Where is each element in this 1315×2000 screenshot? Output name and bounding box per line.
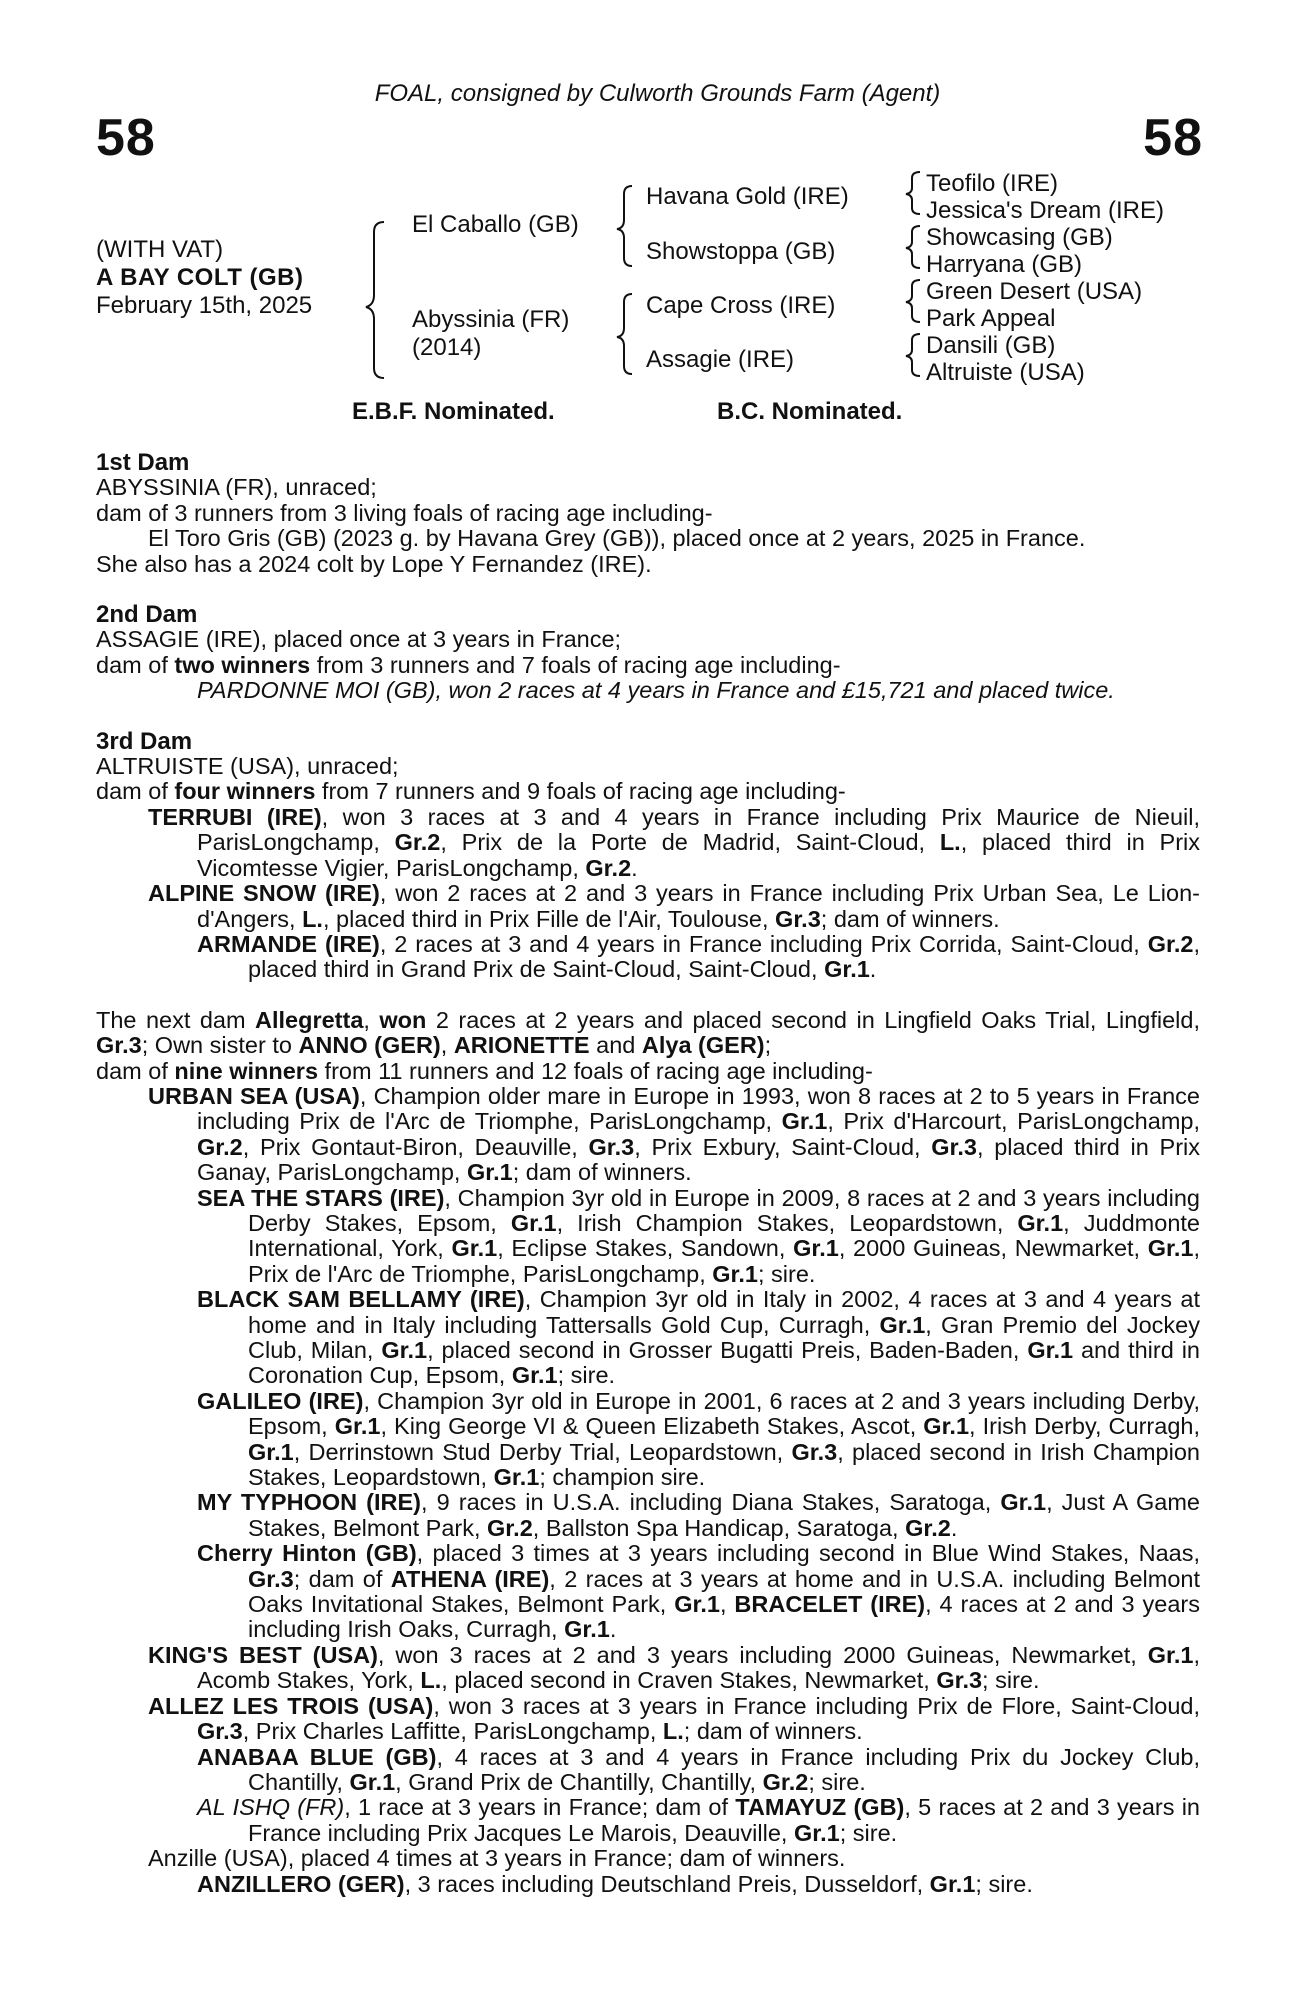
anzillero-entry: ANZILLERO (GER), 3 races including Deutschland Preis, Dusseldorf, Gr.1; sire. bbox=[197, 1870, 1033, 1897]
consignment-line: FOAL, consigned by Culworth Grounds Farm (Agent) bbox=[374, 80, 941, 107]
pedigree-sds: Showcasing (GB) bbox=[926, 224, 1113, 251]
pedigree-dam-dam: Assagie (IRE) bbox=[646, 346, 795, 373]
horse-name: A BAY COLT (GB) bbox=[96, 264, 304, 291]
second-dam-line: ASSAGIE (IRE), placed once at 3 years in France; bbox=[96, 626, 622, 653]
first-dam-heading: 1st Dam bbox=[96, 449, 190, 476]
pardonne-moi-entry: PARDONNE MOI (GB), won 2 races at 4 years in France and £15,721 and placed twice. bbox=[197, 677, 1115, 704]
allez-les-trois-entry: ALLEZ LES TROIS (USA), won 3 races at 3 years in France including Prix de Flore, Saint-Cloud, Gr.3, Prix Charles Laffitte, ParisLongchamp, L.; dam of winners. bbox=[148, 1692, 1201, 1745]
urban-sea-entry: URBAN SEA (USA), Champion older mare in Europe in 1993, won 8 races at 2 to 5 years in France including Prix de l'Arc de Triomphe, ParisLongchamp, Gr.1, Prix d'Harcourt, ParisLongchamp, Gr.2, Prix Gontaut-Biron, Deauville, Gr.3, Prix Exbury, Saint-Cloud, Gr.3, placed third in Prix Ganay, ParisLongchamp, Gr.1; dam of winners. bbox=[148, 1082, 1200, 1186]
sea-the-stars-entry: SEA THE STARS (IRE), Champion 3yr old in Europe in 2009, 8 races at 2 and 3 years including Derby Stakes, Epsom, Gr.1, Irish Champion Stakes, Leopardstown, Gr.1, Juddmonte International, York, Gr.1, Eclipse Stakes, Sandown, Gr.1, 2000 Guineas, Newmarket, Gr.1, Prix de l'Arc de Triomphe, ParisLongchamp, Gr.1; sire. bbox=[197, 1184, 1201, 1287]
pedigree-sire: El Caballo (GB) bbox=[412, 211, 579, 238]
third-dam-line: ALTRUISTE (USA), unraced; bbox=[96, 753, 399, 780]
alpine-snow-entry: ALPINE SNOW (IRE), won 2 races at 2 and 3 years in France including Prix Urban Sea, Le Lion-d'Angers, L., placed third in Prix Fille de l'Air, Toulouse, Gr.3; dam of winners. bbox=[148, 880, 1200, 932]
kings-best-entry: KING'S BEST (USA), won 3 races at 2 and 3 years including 2000 Guineas, Newmarket, Gr.1, Acomb Stakes, York, L., placed second in Craven Stakes, Newmarket, Gr.3; sire. bbox=[148, 1641, 1200, 1694]
third-dam-heading: 3rd Dam bbox=[96, 727, 193, 755]
pedigree-dsd: Park Appeal bbox=[926, 305, 1056, 332]
cherry-hinton-entry: Cherry Hinton (GB), placed 3 times at 3 years including second in Blue Wind Stakes, Naas, Gr.3; dam of ATHENA (IRE), 2 races at 3 years at home and in U.S.A. including Belmont Oaks Invitational Stakes, Belmont Park, Gr.1, BRACELET (IRE), 4 races at 2 and 3 years including Irish Oaks, Curragh, Gr.1. bbox=[197, 1540, 1200, 1643]
first-dam-note: She also has a 2024 colt by Lope Y Fernandez (IRE). bbox=[96, 550, 652, 577]
family-text bbox=[96, 450, 1200, 1897]
anabaa-blue-entry: ANABAA BLUE (GB), 4 races at 3 and 4 years in France including Prix du Jockey Club, Chantilly, Gr.1, Grand Prix de Chantilly, Chantilly, Gr.2; sire. bbox=[197, 1743, 1200, 1795]
pedigree-dam: Abyssinia (FR) bbox=[412, 306, 570, 333]
pedigree-dds: Dansili (GB) bbox=[926, 332, 1056, 359]
horse-dob: February 15th, 2025 bbox=[96, 292, 313, 319]
lot-number-right: 58 bbox=[1143, 109, 1203, 167]
second-dam-heading: 2nd Dam bbox=[96, 601, 198, 629]
first-dam-line: ABYSSINIA (FR), unraced; bbox=[96, 474, 377, 501]
first-dam-produce: dam of 3 runners from 3 living foals of racing age including- bbox=[96, 499, 713, 526]
pedigree-sire-dam: Showstoppa (GB) bbox=[646, 238, 836, 265]
galileo-entry: GALILEO (IRE), Champion 3yr old in Europe in 2001, 6 races at 2 and 3 years including Derby, Epsom, Gr.1, King George VI & Queen Elizabeth Stakes, Ascot, Gr.1, Irish Derby, Curragh, Gr.1, Derrinstown Stud Derby Trial, Leopardstown, Gr.3, placed second in Irish Champion Stakes, Leopardstown, Gr.1; champion sire. bbox=[197, 1387, 1200, 1491]
pedigree-sire-sire: Havana Gold (IRE) bbox=[646, 183, 849, 210]
vat-label: (WITH VAT) bbox=[96, 236, 224, 263]
pedigree-sdd: Harryana (GB) bbox=[926, 251, 1083, 278]
first-dam-foal: El Toro Gris (GB) (2023 g. by Havana Grey (GB)), placed once at 2 years, 2025 in France. bbox=[148, 525, 1086, 552]
ebf-nominated: E.B.F. Nominated. bbox=[352, 398, 555, 425]
third-dam-produce: dam of four winners from 7 runners and 9 foals of racing age including- bbox=[96, 778, 846, 805]
bc-nominated: B.C. Nominated. bbox=[717, 398, 903, 425]
pedigree-ssd: Jessica's Dream (IRE) bbox=[926, 197, 1164, 224]
pedigree-sss: Teofilo (IRE) bbox=[926, 170, 1059, 197]
next-dam-produce: dam of nine winners from 11 runners and 12 foals of racing age including- bbox=[96, 1057, 873, 1084]
my-typhoon-entry: MY TYPHOON (IRE), 9 races in U.S.A. including Diana Stakes, Saratoga, Gr.1, Just A Game Stakes, Belmont Park, Gr.2, Ballston Spa Handicap, Saratoga, Gr.2. bbox=[197, 1489, 1200, 1541]
al-ishq-entry: AL ISHQ (FR), 1 race at 3 years in France; dam of TAMAYUZ (GB), 5 races at 2 and 3 years in France including Prix Jacques Le Marois, Deauville, Gr.1; sire. bbox=[197, 1794, 1200, 1846]
lot-number-left: 58 bbox=[96, 109, 156, 167]
black-sam-bellamy-entry: BLACK SAM BELLAMY (IRE), Champion 3yr old in Italy in 2002, 4 races at 3 and 4 years at home and in Italy including Tattersalls Gold Cup, Curragh, Gr.1, Gran Premio del Jockey Club, Milan, Gr.1, placed second in Grosser Bugatti Preis, Baden-Baden, Gr.1 and third in Coronation Cup, Epsom, Gr.1; sire. bbox=[197, 1286, 1200, 1389]
pedigree-dam-sire: Cape Cross (IRE) bbox=[646, 292, 836, 319]
second-dam-produce: dam of two winners from 3 runners and 7 foals of racing age including- bbox=[96, 651, 841, 678]
pedigree-ddd: Altruiste (USA) bbox=[926, 359, 1085, 386]
terrubi-entry: TERRUBI (IRE), won 3 races at 3 and 4 years in France including Prix Maurice de Nieuil, ParisLongchamp, Gr.2, Prix de la Porte de Madrid, Saint-Cloud, L., placed third in Prix Vicomtesse Vigier, ParisLongchamp, Gr.2. bbox=[148, 803, 1200, 881]
pedigree-dss: Green Desert (USA) bbox=[926, 278, 1143, 305]
next-dam-intro: The next dam Allegretta, won 2 races at 2 years and placed second in Lingfield Oaks Trial, Lingfield, Gr.3; Own sister to ANNO (GER), ARIONETTE and Alya (GER); bbox=[96, 1006, 1200, 1059]
pedigree-dam-year: (2014) bbox=[412, 334, 482, 361]
anzille-entry: Anzille (USA), placed 4 times at 3 years in France; dam of winners. bbox=[148, 1845, 846, 1872]
armande-entry: ARMANDE (IRE), 2 races at 3 and 4 years in France including Prix Corrida, Saint-Cloud, Gr.2, placed third in Grand Prix de Saint-Cloud, Saint-Cloud, Gr.1. bbox=[197, 930, 1200, 983]
